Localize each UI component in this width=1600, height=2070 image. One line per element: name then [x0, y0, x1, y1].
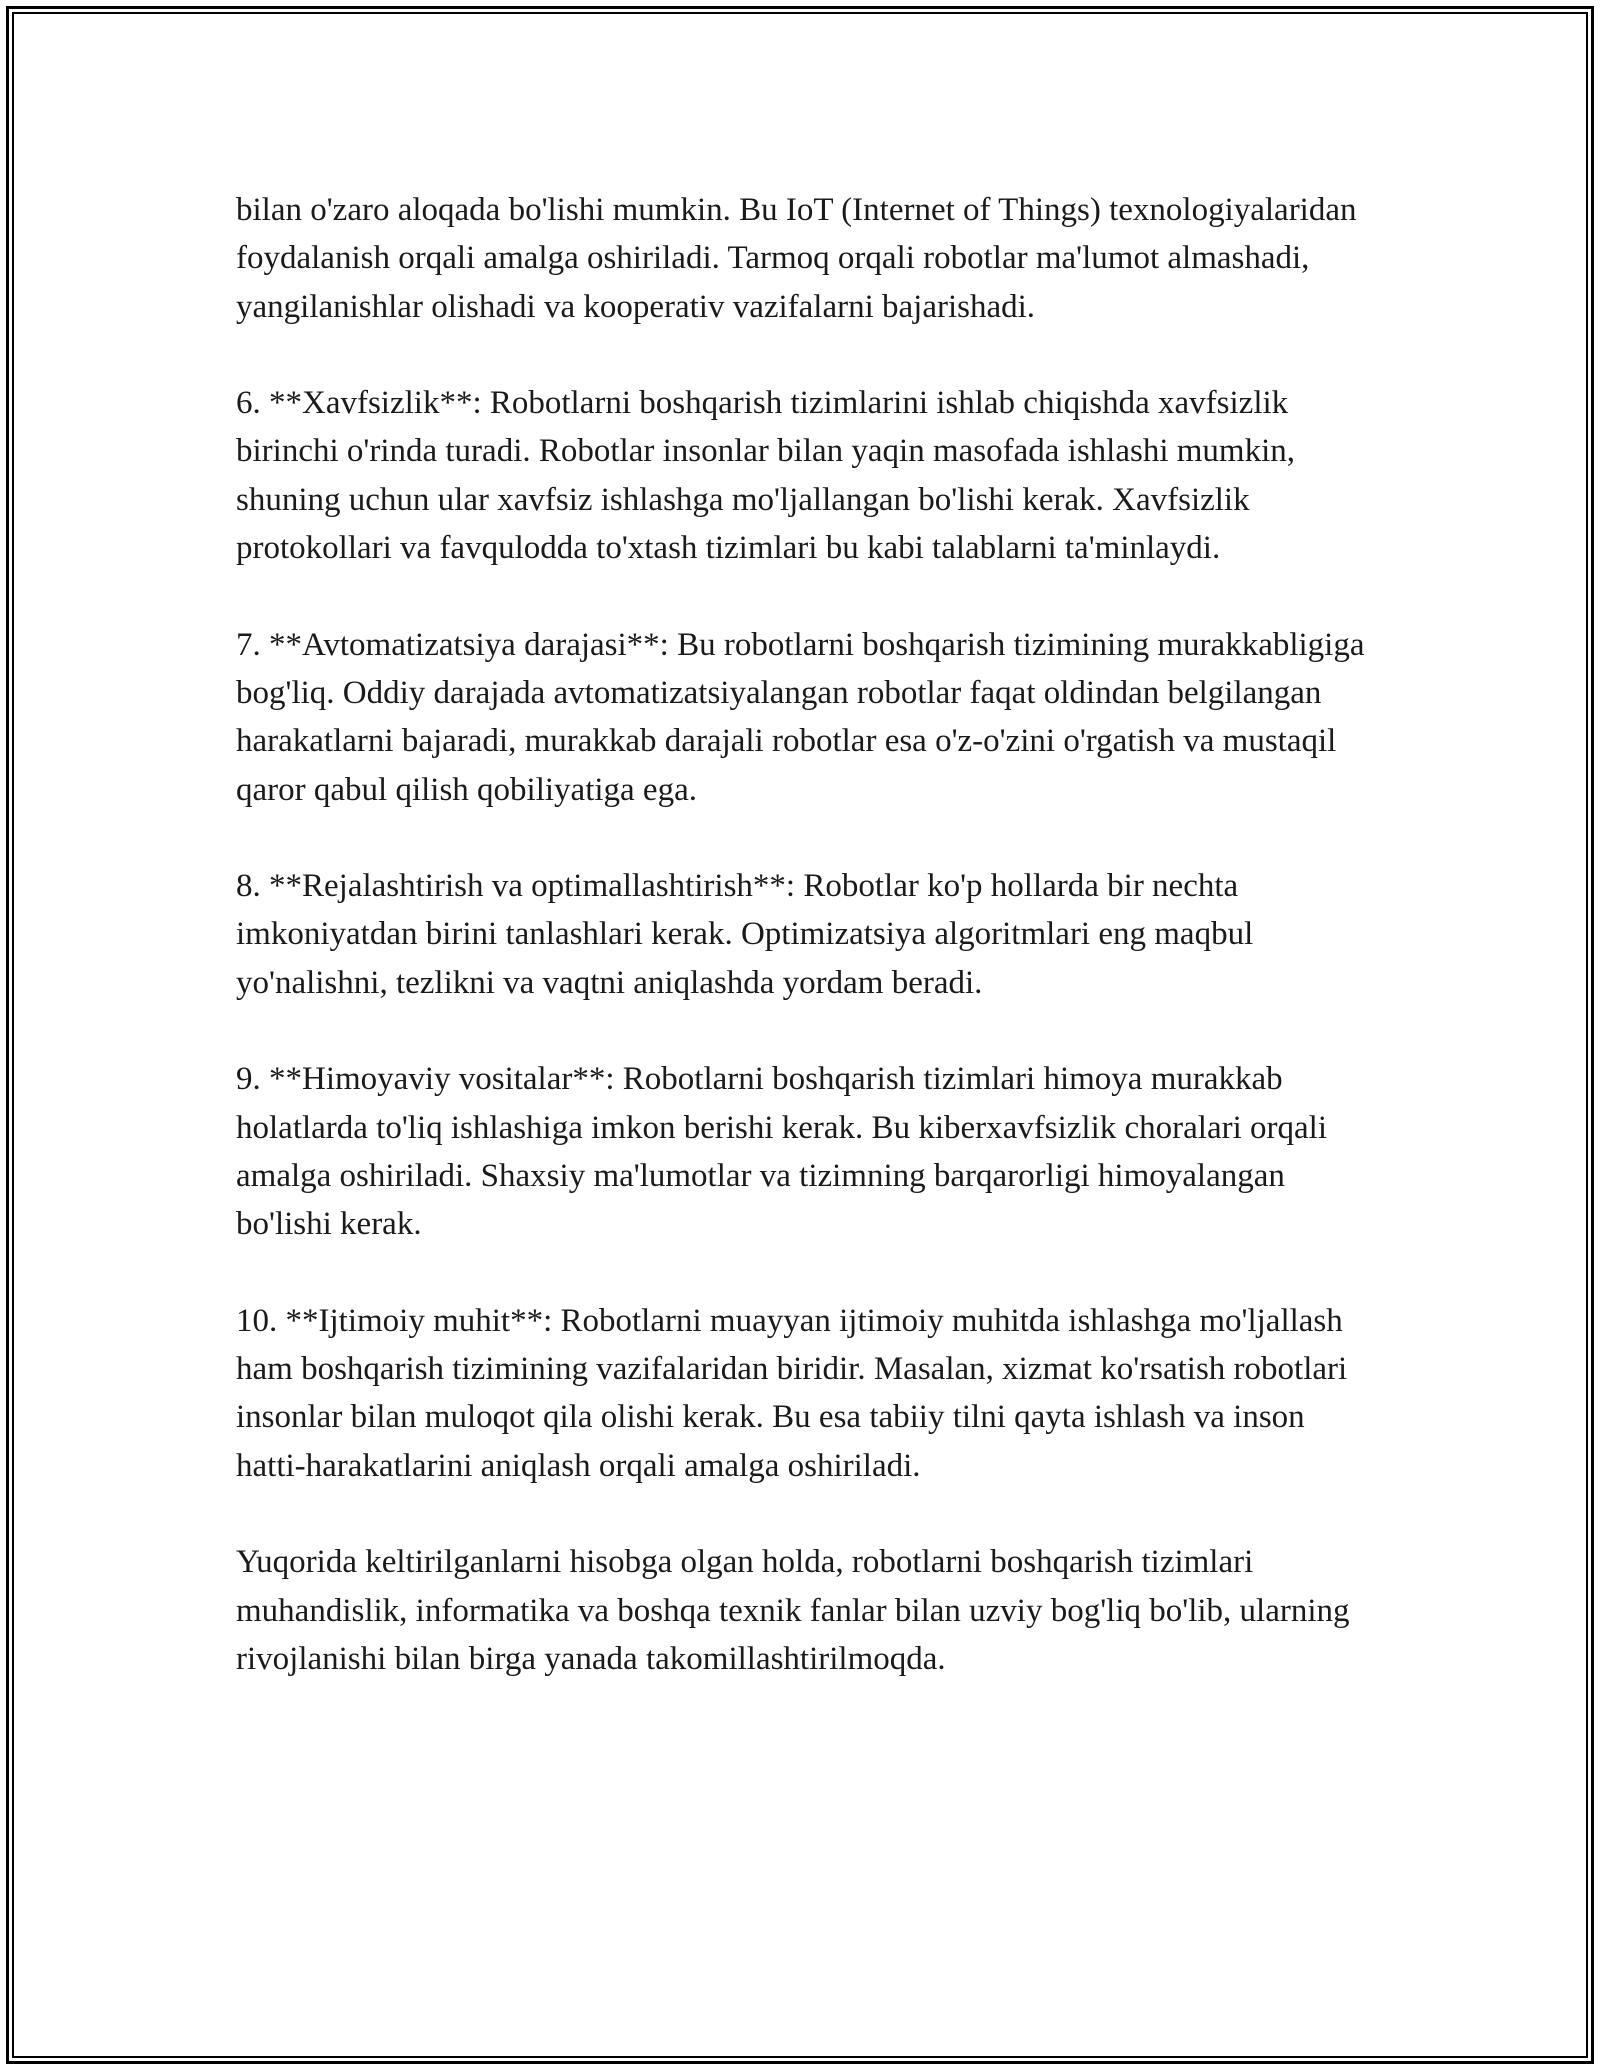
paragraph-himoyaviy-vositalar: 9. **Himoyaviy vositalar**: Robotlarni boshqarish tizimlari himoya murakkab holatlarda to'liq ishlashiga imkon berishi kerak. Bu kiberxavfsizlik choralari orqali amalga oshiriladi. Shaxsiy ma'lumotlar va tizimning barqarorligi himoyalangan bo'lishi kerak.: [236, 1061, 1327, 1243]
paragraph-conclusion: Yuqorida keltirilganlarni hisobga olgan holda, robotlarni boshqarish tizimlari muhandislik, informatika va boshqa texnik fanlar bilan uzviy bog'liq bo'lib, ularning rivojlanishi bilan birga yanada takomillashtirilmoqda.: [236, 1544, 1350, 1677]
document-body: [236, 186, 1376, 1683]
paragraph-iot-continuation: bilan o'zaro aloqada bo'lishi mumkin. Bu IoT (Internet of Things) texnologiyalaridan foydalanish orqali amalga oshiriladi. Tarmoq orqali robotlar ma'lumot almashadi, yangilanishlar olishadi va kooperativ vazifalarni bajarishadi.: [236, 192, 1357, 325]
paragraph-xavfsizlik: 6. **Xavfsizlik**: Robotlarni boshqarish tizimlarini ishlab chiqishda xavfsizlik birinchi o'rinda turadi. Robotlar insonlar bilan yaqin masofada ishlashi mumkin, shuning uchun ular xavfsiz ishlashga mo'ljallangan bo'lishi kerak. Xavfsizlik protokollari va favqulodda to'xtash tizimlari bu kabi talablarni ta'minlaydi.: [236, 385, 1295, 567]
paragraph-avtomatizatsiya: 7. **Avtomatizatsiya darajasi**: Bu robotlarni boshqarish tizimining murakkabligiga bog'liq. Oddiy darajada avtomatizatsiyalangan robotlar faqat oldindan belgilangan harakatlarni bajaradi, murakkab darajali robotlar esa o'z-o'zini o'rgatish va mustaqil qaror qabul qilish qobiliyatiga ega.: [236, 626, 1365, 808]
paragraph-ijtimoiy-muhit: 10. **Ijtimoiy muhit**: Robotlarni muayyan ijtimoiy muhitda ishlashga mo'ljallash ham boshqarish tizimining vazifalaridan biridir. Masalan, xizmat ko'rsatish robotlari insonlar bilan muloqot qila olishi kerak. Bu esa tabiiy tilni qayta ishlash va inson hatti-harakatlarini aniqlash orqali amalga oshiriladi.: [236, 1302, 1348, 1484]
paragraph-rejalashtirish: 8. **Rejalashtirish va optimallashtirish**: Robotlar ko'p hollarda bir nechta imkoniyatdan birini tanlashlari kerak. Optimizatsiya algoritmlari eng maqbul yo'nalishni, tezlikni va vaqtni aniqlashda yordam beradi.: [236, 868, 1254, 1001]
